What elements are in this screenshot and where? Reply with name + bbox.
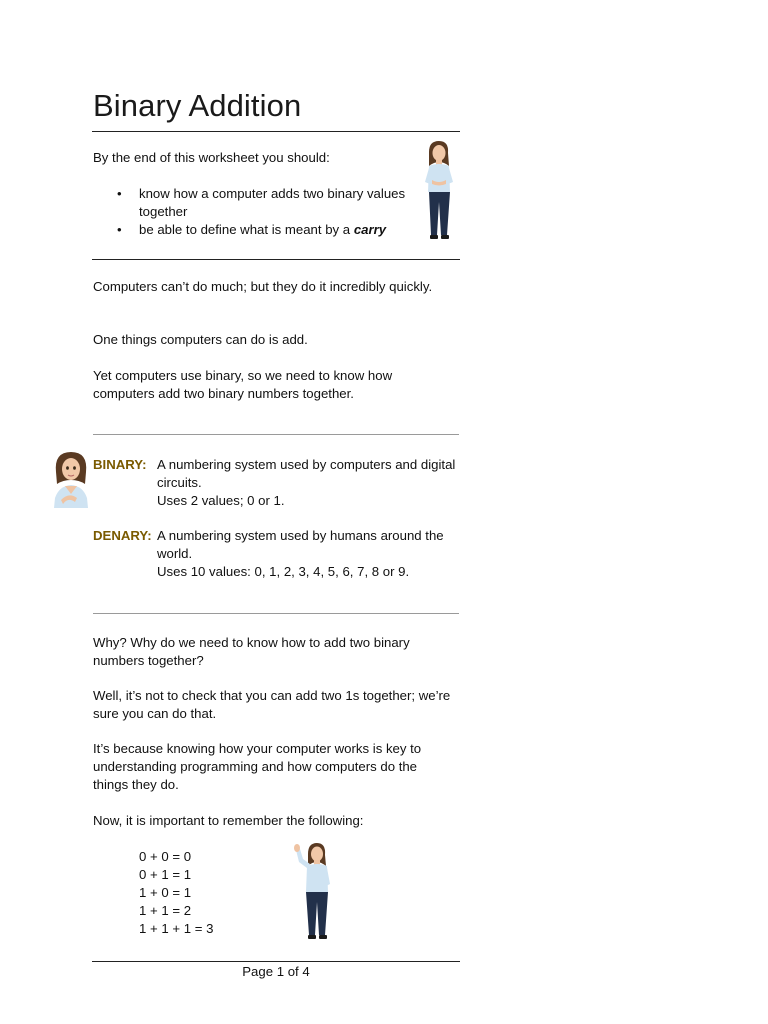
objective-item [117,221,407,239]
title-divider [92,131,460,132]
page-number: Page 1 of 4 [242,964,310,979]
teacher-standing-icon [420,140,456,242]
why-paragraph: Well, it’s not to check that you can add two 1s together; we’re sure you can do that. [93,688,451,721]
teacher-waving-icon [290,842,334,942]
why-paragraph: It’s because knowing how your computer works is key to understanding programming and how computers do the things they do. [93,741,422,792]
footer-divider [92,961,460,962]
addition-rule: 1 + 0 = 1 [139,885,192,900]
addition-rule: 0 + 1 = 1 [139,867,192,882]
intro-paragraph: Yet computers use binary, so we need to know how computers add two binary numbers together. [93,368,393,401]
why-paragraph: Why? Why do we need to know how to add two binary numbers together? [93,635,410,668]
definition-line: Uses 2 values; 0 or 1. [157,493,285,508]
definition-line: A numbering system used by humans around the world. [157,528,444,561]
definition-line: A numbering system used by computers and digital circuits. [157,457,456,490]
addition-rules [139,848,213,938]
objectives-intro: By the end of this worksheet you should: [93,150,330,165]
intro-paragraph: One things computers can do is add. [93,332,308,347]
page-title: Binary Addition [93,88,302,123]
definition-line: Uses 10 values: 0, 1, 2, 3, 4, 5, 6, 7, 8 or 9. [157,564,410,579]
carry-word: carry [353,222,387,237]
definition-term: BINARY: [93,457,147,472]
addition-rule: 1 + 1 = 2 [139,903,192,918]
section-divider [93,613,459,614]
objectives-divider [92,259,460,260]
intro-paragraph: Computers can’t do much; but they do it incredibly quickly. [93,279,433,294]
objective-text: be able to define what is meant by a [139,222,351,237]
definition-body [157,456,457,510]
objectives-list [117,185,407,239]
definition-term: DENARY: [93,528,152,543]
objective-text: know how a computer adds two binary values together [139,186,406,219]
why-paragraph: Now, it is important to remember the following: [93,813,364,828]
addition-rule: 0 + 0 = 0 [139,849,192,864]
teacher-thinking-icon [51,450,91,510]
objective-item [117,185,407,221]
definition-body [157,527,457,581]
section-divider [93,434,459,435]
addition-rule: 1 + 1 + 1 = 3 [139,921,214,936]
